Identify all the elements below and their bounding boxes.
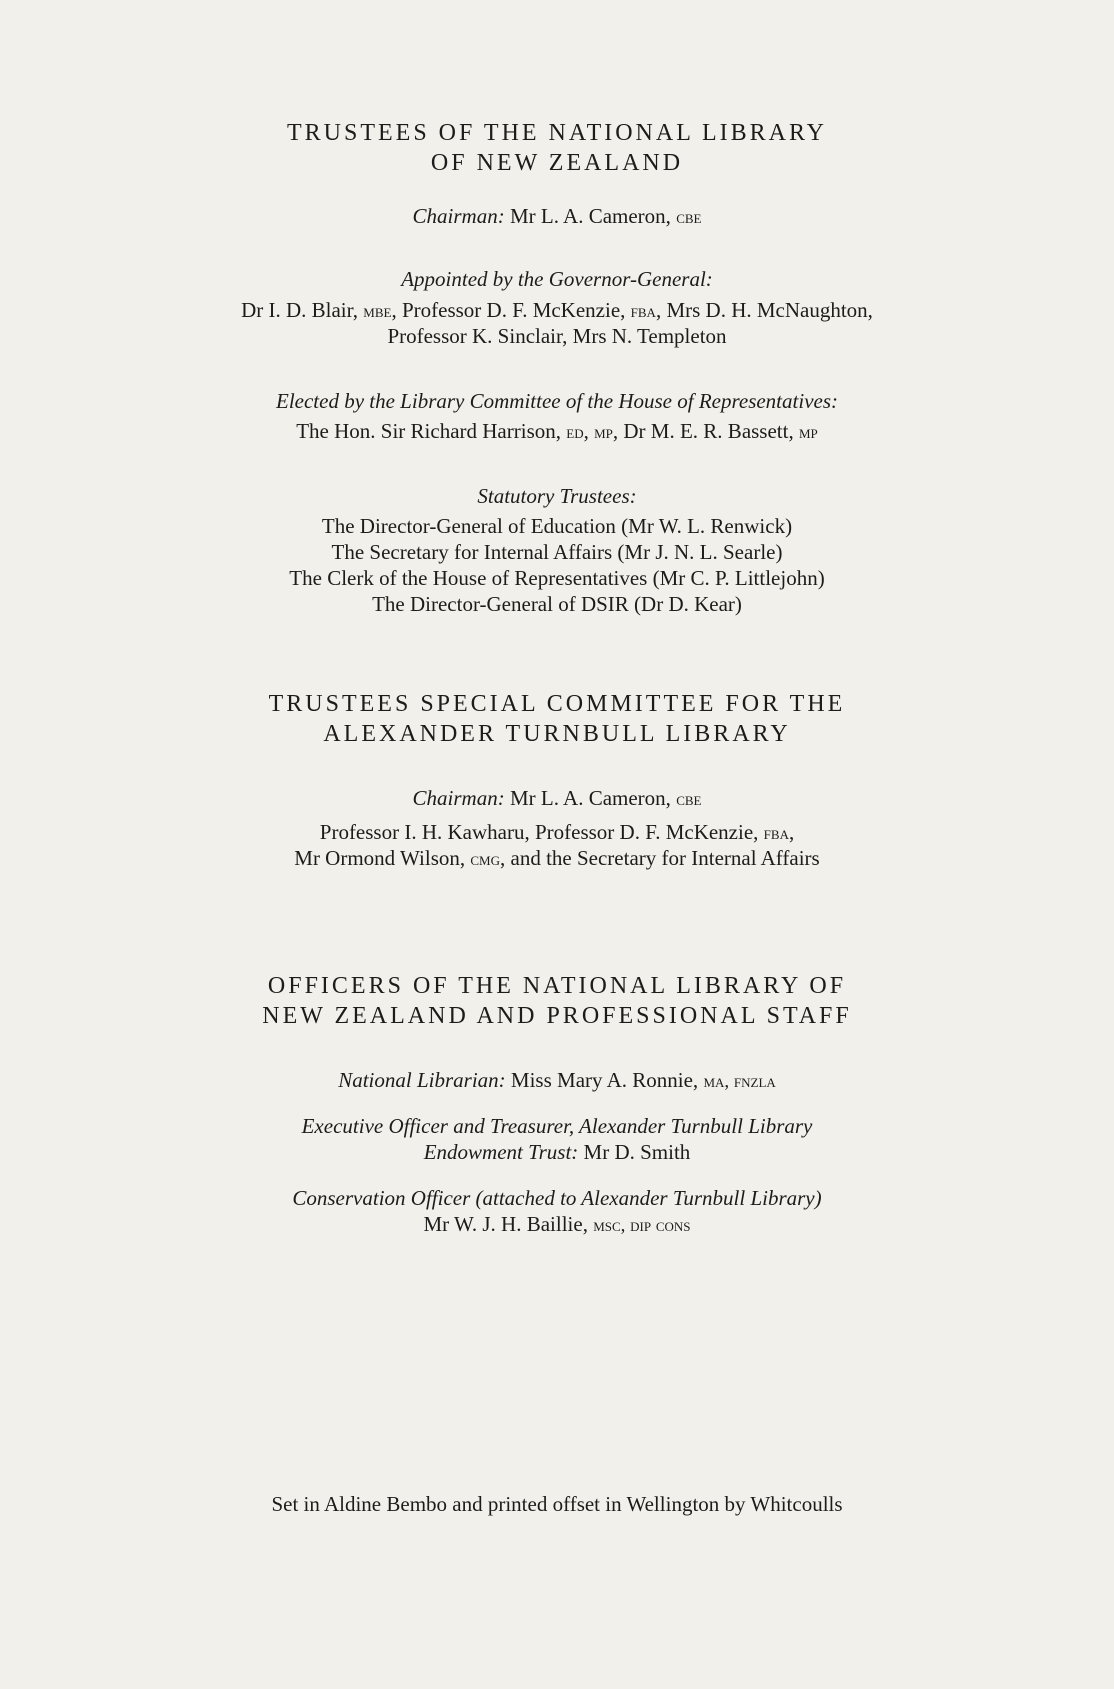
- statutory-label: Statutory Trustees:: [477, 484, 637, 508]
- statutory-trustee: The Director-General of Education (Mr W. L. Renwick): [321, 514, 793, 538]
- national-librarian-line: National Librarian: Miss Mary A. Ronnie, ma, fnzla: [338, 1068, 776, 1092]
- section-heading-turnbull-committee: TRUSTEES SPECIAL COMMITTEE FOR THE ALEXANDER TURNBULL LIBRARY: [268, 691, 846, 747]
- appointed-members-line-2: Professor K. Sinclair, Mrs N. Templeton: [387, 324, 727, 348]
- elected-members-line: The Hon. Sir Richard Harrison, ed, mp, Dr M. E. R. Bassett, mp: [296, 419, 818, 443]
- committee-chairman-line: Chairman: Mr L. A. Cameron, cbe: [412, 786, 702, 810]
- appointed-label: Appointed by the Governor-General:: [401, 267, 713, 291]
- statutory-trustee: The Director-General of DSIR (Dr D. Kear): [372, 592, 742, 616]
- executive-officer-line: Endowment Trust: Mr D. Smith: [423, 1140, 691, 1164]
- section-heading-officers: OFFICERS OF THE NATIONAL LIBRARY OF NEW ZEALAND AND PROFESSIONAL STAFF: [262, 973, 852, 1029]
- elected-label: Elected by the Library Committee of the House of Representatives:: [276, 389, 838, 413]
- statutory-trustee: The Clerk of the House of Representatives (Mr C. P. Littlejohn): [289, 566, 825, 590]
- chairman-line: Chairman: Mr L. A. Cameron, cbe: [412, 204, 702, 228]
- committee-members-line-2: Mr Ormond Wilson, cmg, and the Secretary for Internal Affairs: [294, 846, 820, 870]
- appointed-members-line-1: Dr I. D. Blair, mbe, Professor D. F. McKenzie, fba, Mrs D. H. McNaughton,: [241, 298, 873, 322]
- statutory-trustee: The Secretary for Internal Affairs (Mr J. N. L. Searle): [331, 540, 783, 564]
- committee-members-line-1: Professor I. H. Kawharu, Professor D. F. McKenzie, fba,: [319, 820, 795, 844]
- colophon: Set in Aldine Bembo and printed offset in Wellington by Whitcoulls: [271, 1492, 843, 1516]
- executive-officer-label: Executive Officer and Treasurer, Alexander Turnbull Library: [301, 1114, 813, 1138]
- section-heading-trustees: TRUSTEES OF THE NATIONAL LIBRARY OF NEW ZEALAND: [286, 120, 827, 176]
- conservation-officer-label: Conservation Officer (attached to Alexander Turnbull Library): [292, 1186, 822, 1210]
- conservation-officer-line: Mr W. J. H. Baillie, msc, dip cons: [423, 1212, 691, 1236]
